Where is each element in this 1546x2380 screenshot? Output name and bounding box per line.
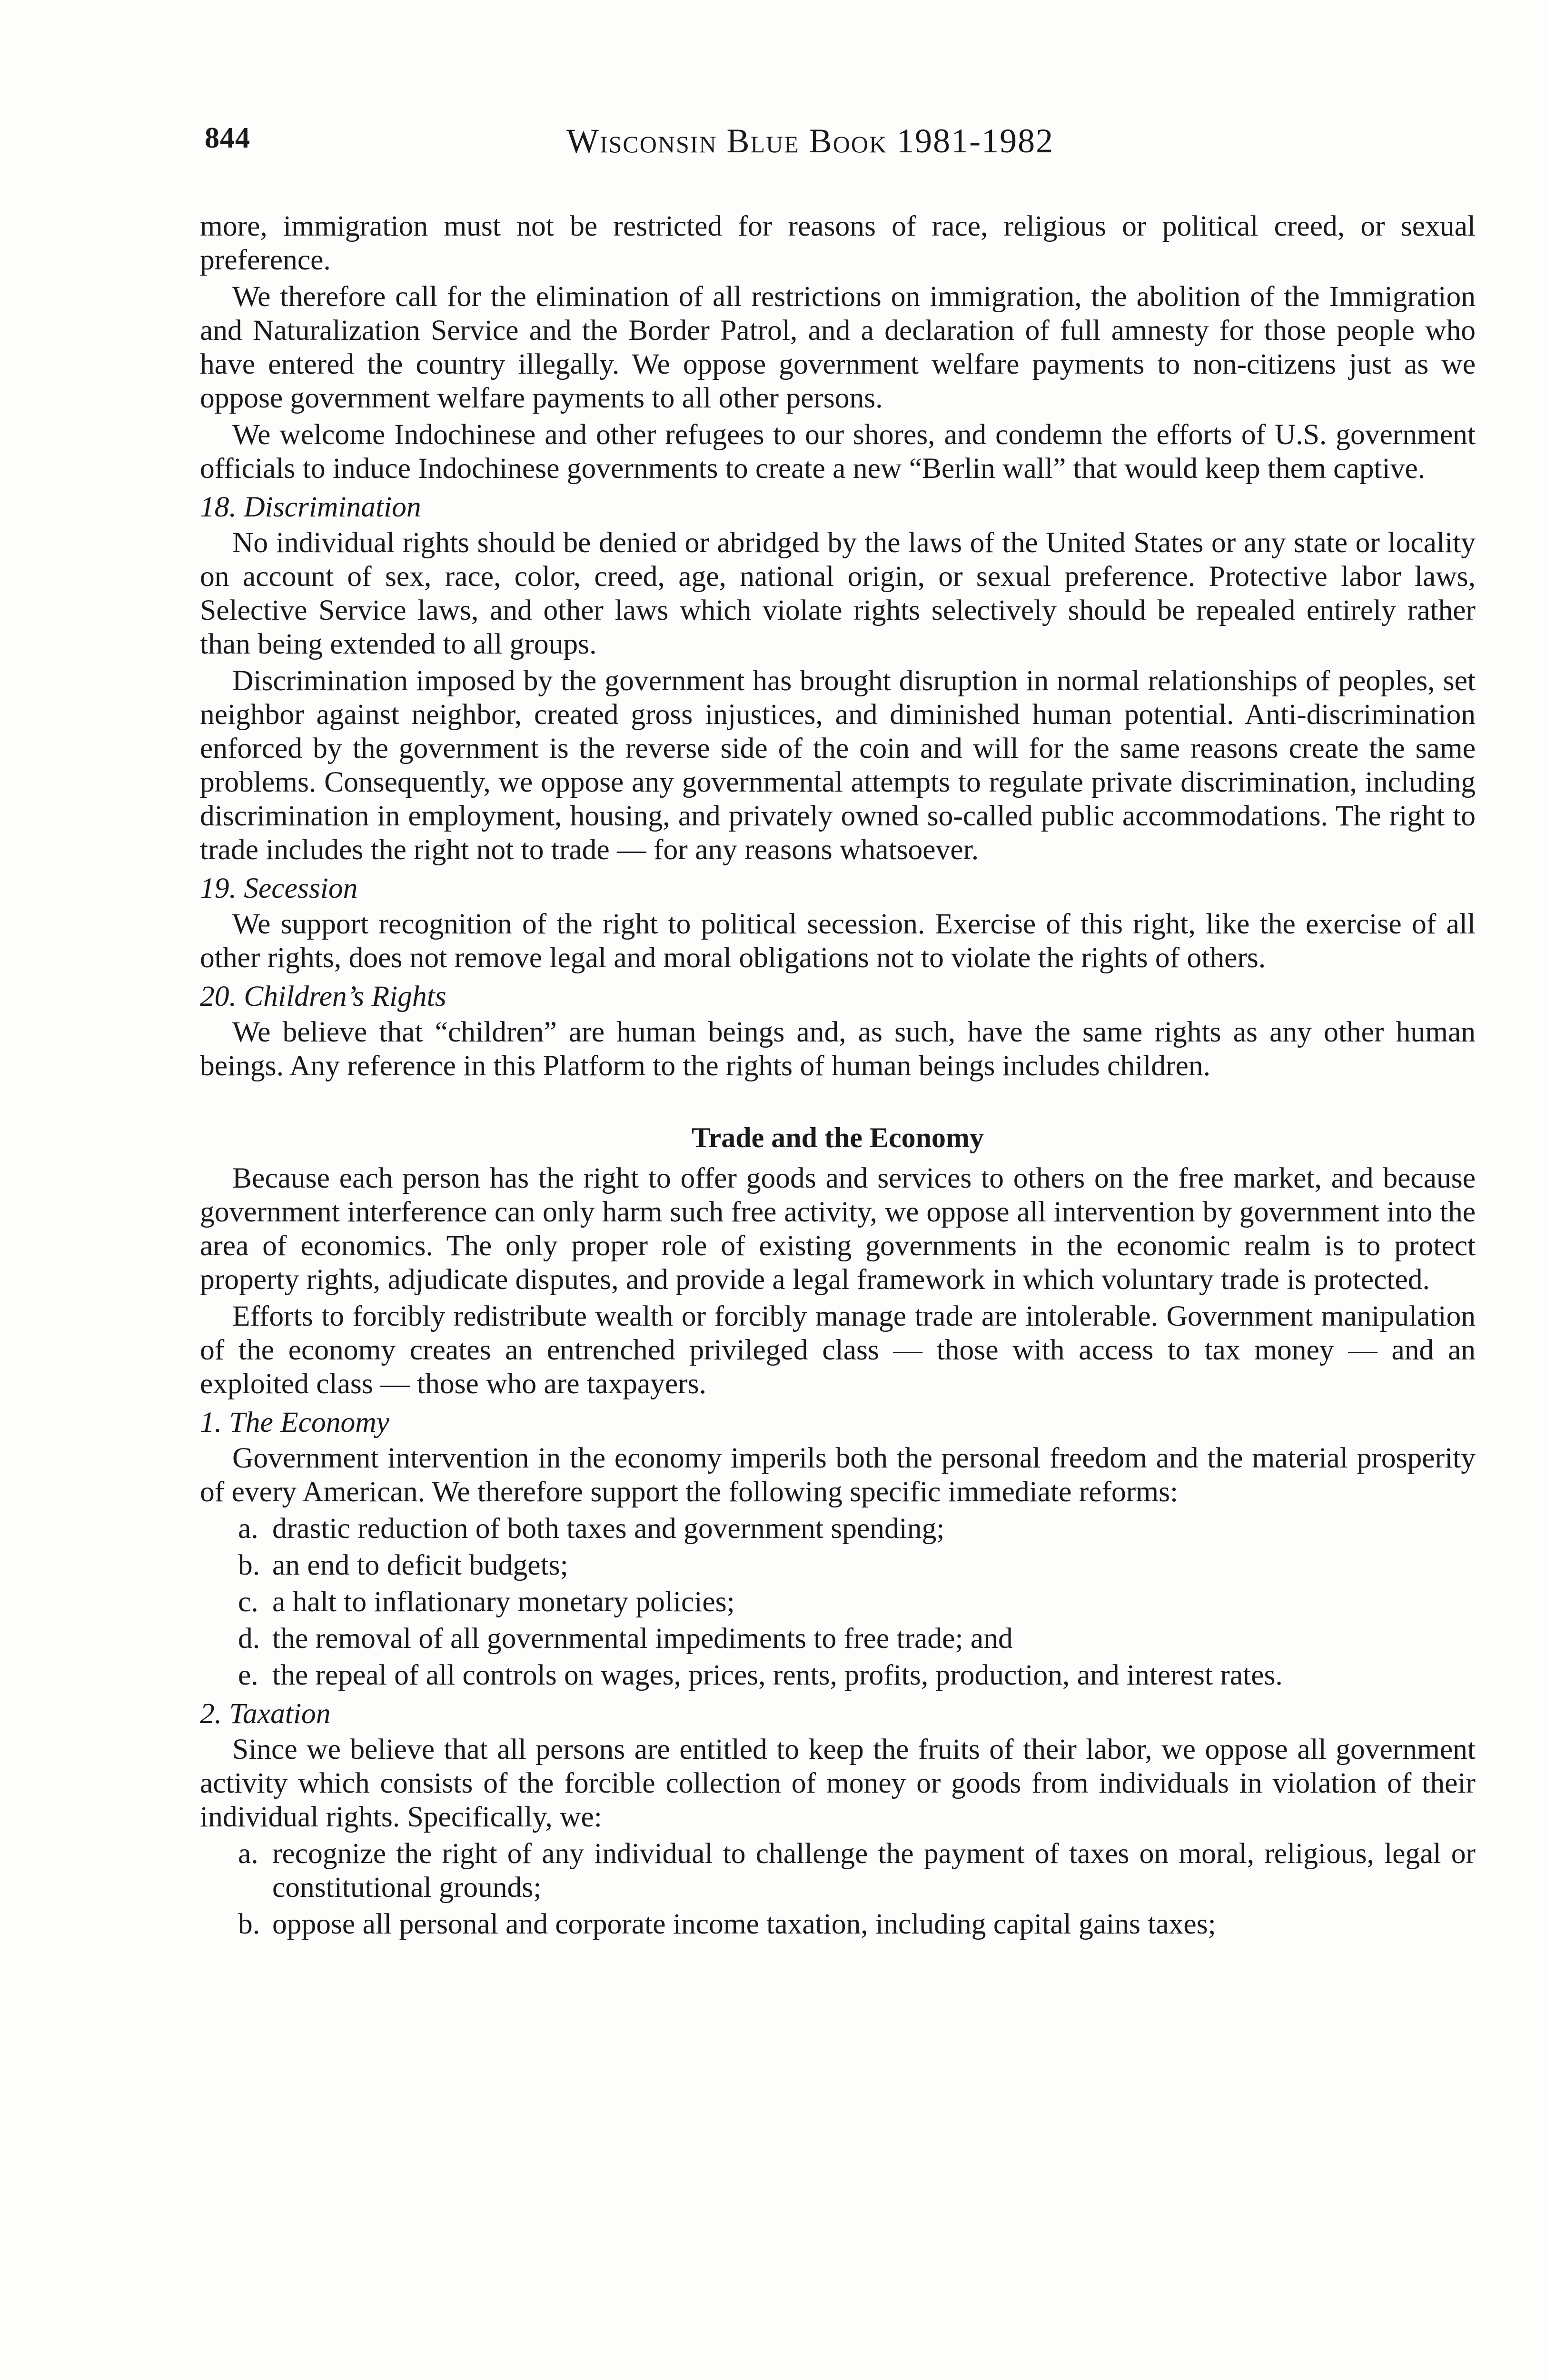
taxation-list — [200, 1837, 1476, 1941]
immigration-paragraph-1: We therefore call for the elimination of all restrictions on immigration, the abolition of the Immigration and Naturalization Service and the Border Patrol, and a declaration of full amnesty for those people who have entered the country illegally. We oppose government welfare payments to non-citizens just as we oppose government welfare payments to all other persons. — [200, 280, 1476, 414]
page-header — [205, 121, 1490, 174]
list-item-text: a halt to inflationary monetary policies; — [272, 1586, 735, 1618]
trade-section-heading: Trade and the Economy — [692, 1122, 984, 1153]
list-item-text: drastic reduction of both taxes and government spending; — [272, 1512, 945, 1545]
economy-reforms-list — [200, 1512, 1476, 1692]
list-item-text: the repeal of all controls on wages, prices, rents, profits, production, and interest rates. — [272, 1659, 1283, 1691]
childrens-rights-heading: 20. Children’s Rights — [200, 980, 446, 1012]
economy-paragraph: Government intervention in the economy imperils both the personal freedom and the material prosperity of every American. We therefore support the following specific immediate reforms: — [200, 1442, 1476, 1508]
list-item-text: the removal of all governmental impediments to free trade; and — [272, 1622, 1013, 1655]
list-item-label: d. — [238, 1622, 260, 1655]
running-title: Wisconsin Blue Book 1981-1982 — [566, 122, 1054, 160]
list-item-label: a. — [238, 1512, 258, 1545]
trade-paragraph-2: Efforts to forcibly redistribute wealth or forcibly manage trade are intolerable. Government manipulation of the economy creates an entrenched privileged class — those with access to tax money — and an exploited class — those who are taxpayers. — [200, 1300, 1476, 1400]
list-item-label: e. — [238, 1659, 258, 1691]
economy-heading: 1. The Economy — [200, 1406, 389, 1438]
list-item — [200, 1548, 1476, 1582]
secession-paragraph: We support recognition of the right to political secession. Exercise of this right, like the exercise of all other rights, does not remove legal and moral obligations not to violate the rights of others. — [200, 908, 1476, 974]
secession-heading: 19. Secession — [200, 872, 358, 904]
list-item-label: c. — [238, 1586, 258, 1618]
immigration-continued-paragraph: more, immigration must not be restricted for reasons of race, religious or political creed, or sexual preference. — [200, 210, 1476, 276]
list-item — [200, 1837, 1476, 1904]
discrimination-paragraph-1: No individual rights should be denied or abridged by the laws of the United States or any state or locality on account of sex, race, color, creed, age, national origin, or sexual preference. Protective labor laws, Selective Service laws, and other laws which violate rights selectively should be repealed entirely rather than being extended to all groups. — [200, 526, 1476, 660]
childrens-rights-paragraph: We believe that “children” are human beings and, as such, have the same rights as any other human beings. Any reference in this Platform to the rights of human beings includes children. — [200, 1016, 1476, 1082]
list-item-text: oppose all personal and corporate income taxation, including capital gains taxes; — [272, 1908, 1216, 1940]
discrimination-paragraph-2: Discrimination imposed by the government has brought disruption in normal relationships of peoples, set neighbor against neighbor, created gross injustices, and diminished human potential. Anti-discrimination enforced by the government is the reverse side of the coin and will for the same reasons create the same problems. Consequently, we oppose any governmental attempts to regulate private discrimination, including discrimination in employment, housing, and privately owned so-called public accommodations. The right to trade includes the right not to trade — for any reasons whatsoever. — [200, 664, 1476, 866]
taxation-paragraph: Since we believe that all persons are entitled to keep the fruits of their labor, we oppose all government activity which consists of the forcible collection of money or goods from individuals in violation of their individual rights. Specifically, we: — [200, 1733, 1476, 1833]
body-text — [200, 209, 1476, 1944]
list-item-label: a. — [238, 1837, 258, 1870]
taxation-heading: 2. Taxation — [200, 1697, 331, 1730]
list-item — [200, 1512, 1476, 1546]
list-item-text: recognize the right of any individual to challenge the payment of taxes on moral, religious, legal or constitutional grounds; — [272, 1837, 1476, 1904]
list-item — [200, 1622, 1476, 1656]
list-item-label: b. — [238, 1908, 260, 1940]
list-item — [200, 1658, 1476, 1692]
immigration-paragraph-2: We welcome Indochinese and other refugees to our shores, and condemn the efforts of U.S. government officials to induce Indochinese governments to create a new “Berlin wall” that would keep them captive. — [200, 418, 1476, 485]
list-item-text: an end to deficit budgets; — [272, 1549, 568, 1581]
page-number: 844 — [205, 122, 250, 154]
discrimination-heading: 18. Discrimination — [200, 491, 421, 523]
trade-paragraph-1: Because each person has the right to offer goods and services to others on the free market, and because government interference can only harm such free activity, we oppose all intervention by government into the area of economics. The only proper role of existing governments in the economic realm is to protect property rights, adjudicate disputes, and provide a legal framework in which voluntary trade is protected. — [200, 1162, 1476, 1296]
list-item — [200, 1907, 1476, 1941]
list-item — [200, 1585, 1476, 1619]
list-item-label: b. — [238, 1549, 260, 1581]
